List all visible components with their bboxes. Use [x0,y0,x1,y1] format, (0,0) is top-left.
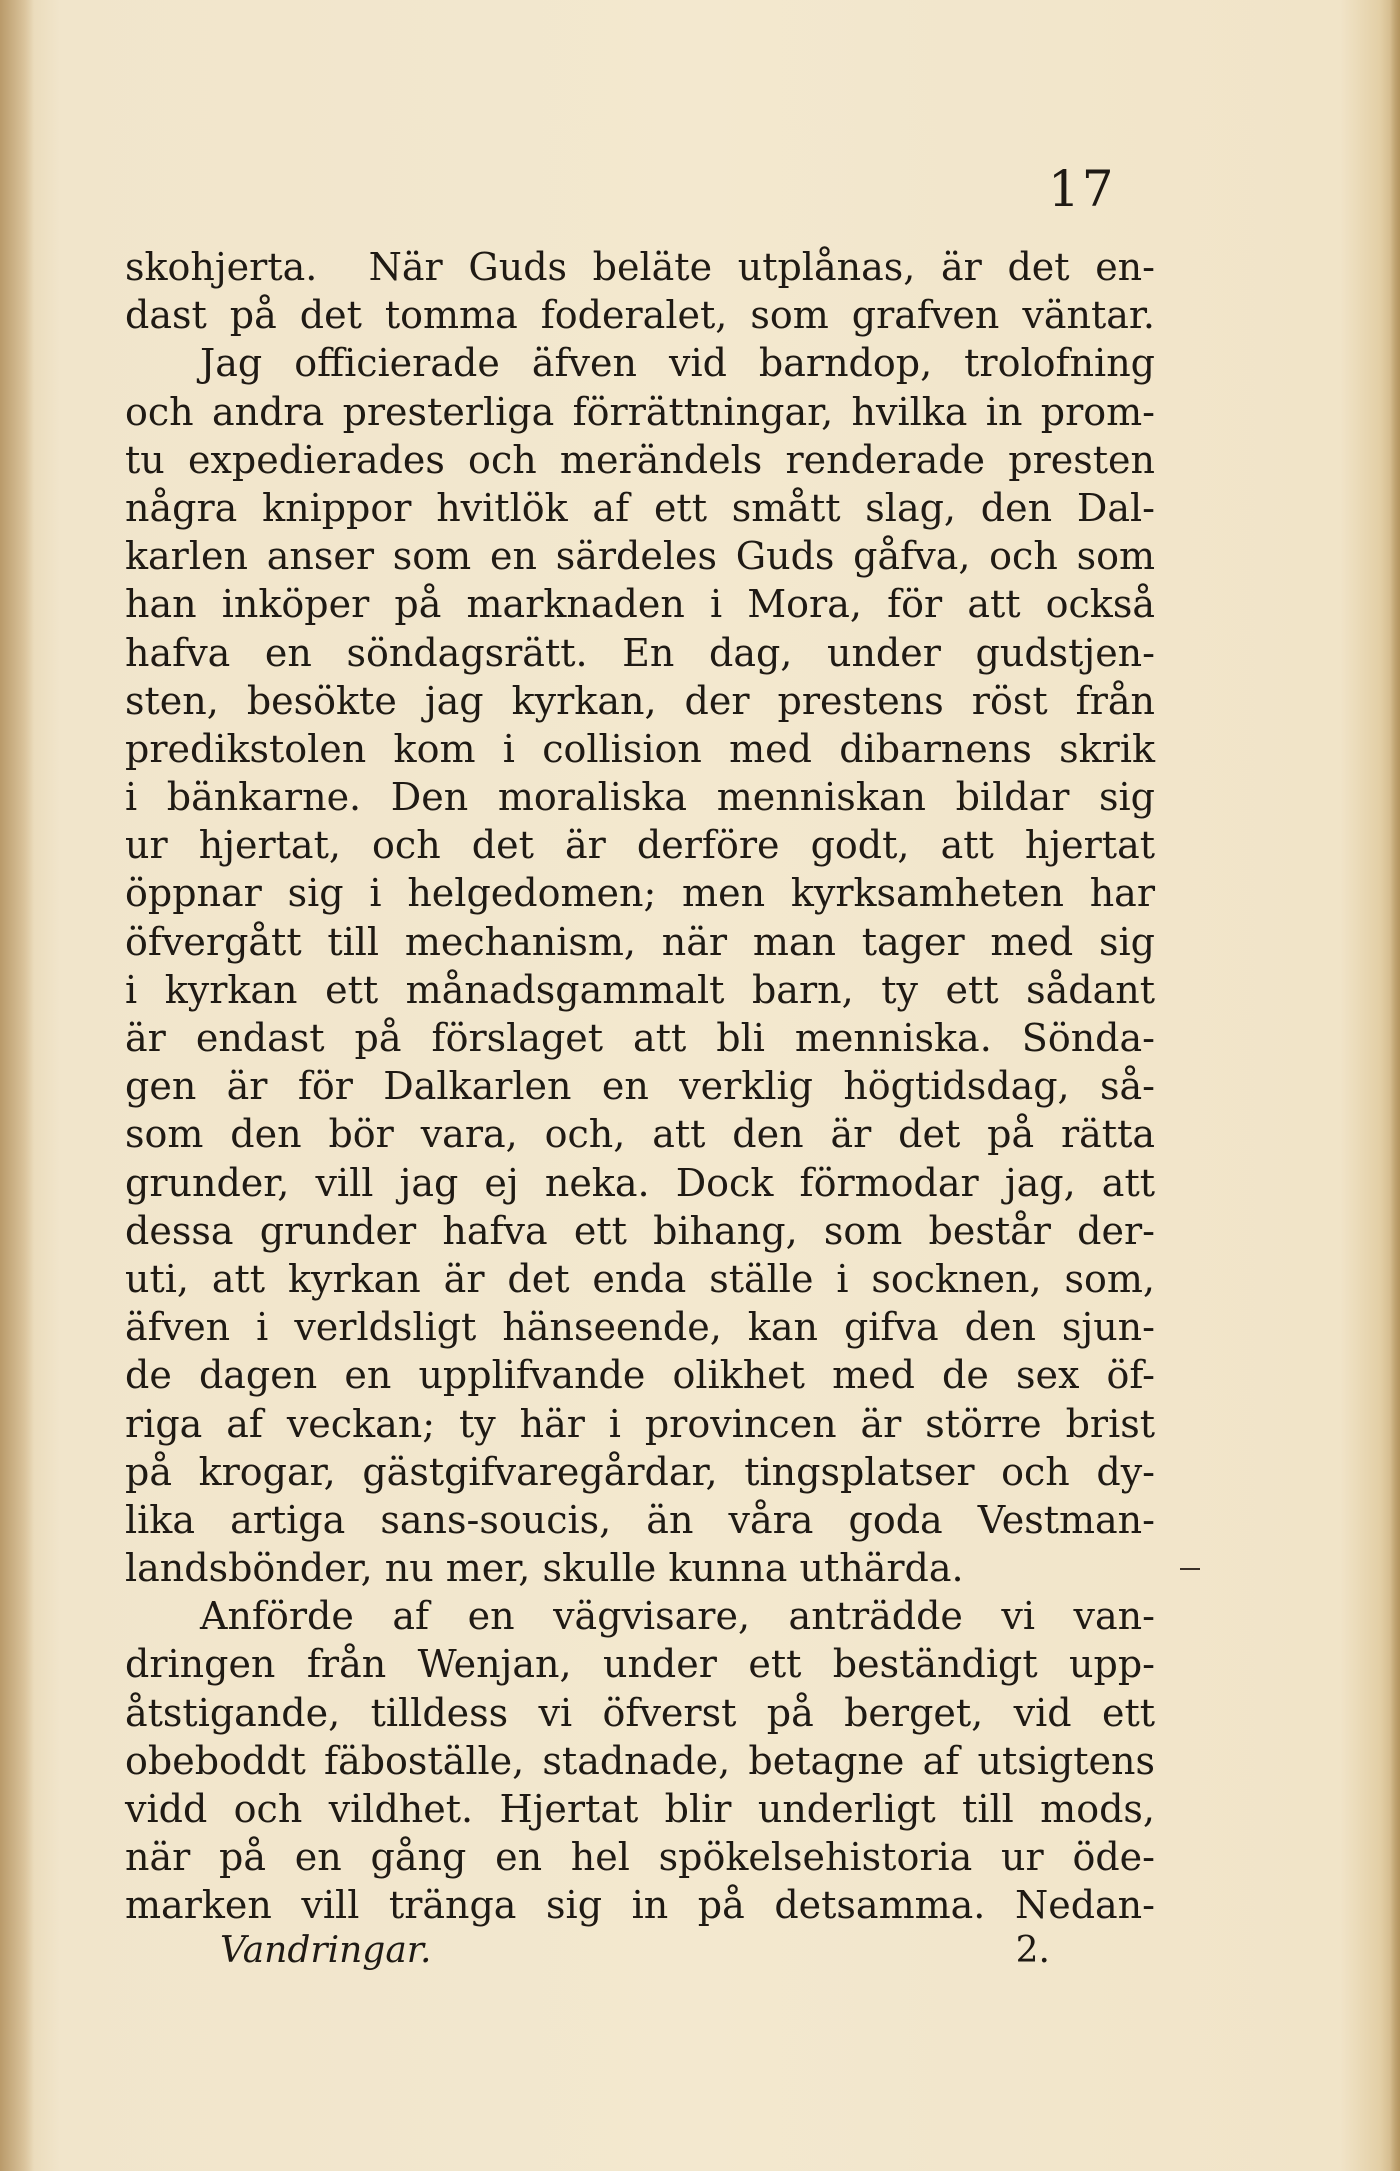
text-line: i kyrkan ett månadsgammalt barn, ty ett sådant [125,967,1155,1012]
text-line: marken vill tränga sig in på detsamma. Nedan- [125,1883,1155,1928]
text-line: vidd och vildhet. Hjertat blir underligt till mods, [125,1787,1155,1831]
text-line: på krogar, gästgifvaregårdar, tingsplatser och dy- [125,1449,1155,1494]
text-line: och andra presterliga förrättningar, hvilka in prom- [125,389,1155,434]
text-line: dessa grunder hafva ett bihang, som består der- [125,1208,1155,1253]
signature-mark: Vandringar. [220,1930,432,1971]
text-line: predikstolen kom i collision med dibarnens skrik [125,726,1155,771]
page-spine-edge [0,0,34,2171]
body-text [125,243,1155,1930]
text-line: lika artiga sans-soucis, än våra goda Vestman- [125,1497,1155,1542]
text-line: karlen anser som en särdeles Guds gåfva, och som [125,534,1155,579]
text-line: han inköper på marknaden i Mora, för att också [125,582,1155,627]
text-line: sten, besökte jag kyrkan, der prestens röst från [125,678,1155,723]
text-line: öfvergått till mechanism, när man tager med sig [125,919,1155,964]
text-line: riga af veckan; ty här i provincen är större brist [125,1401,1155,1446]
text-line: gen är för Dalkarlen en verklig högtidsdag, så- [125,1064,1155,1109]
page-footer [220,1930,1050,1980]
text-line: de dagen en upplifvande olikhet med de sex öf- [125,1353,1155,1398]
page-number: 17 [1048,160,1116,218]
text-line: skohjerta. När Guds beläte utplånas, är det en- [125,245,1155,289]
text-line: dringen från Wenjan, under ett beständigt upp- [125,1642,1155,1687]
text-line: grunder, vill jag ej neka. Dock förmodar jag, att [125,1160,1155,1205]
text-line: hafva en söndagsrätt. En dag, under gudstjen- [125,630,1155,675]
text-line: i bänkarne. Den moraliska menniskan bildar sig [125,775,1155,820]
text-line: landsbönder, nu mer, skulle kunna uthärda. [125,1546,964,1591]
text-line: uti, att kyrkan är det enda ställe i socknen, som, [125,1256,1155,1301]
sheet-number: 2. [1015,1930,1050,1971]
text-line: ur hjertat, och det är derföre godt, att hjertat [125,823,1155,868]
text-line: Jag officierade äfven vid barndop, trolofning [200,341,1155,386]
text-line: dast på det tomma foderalet, som grafven väntar. [125,293,1155,338]
text-line: tu expedierades och merändels renderade presten [125,437,1155,482]
text-line: när på en gång en hel spökelsehistoria ur öde- [125,1835,1155,1880]
text-line: öppnar sig i helgedomen; men kyrksamheten har [125,871,1155,916]
text-line: är endast på förslaget att bli menniska. Sönda- [125,1016,1155,1060]
text-line: Anförde af en vägvisare, anträdde vi van- [200,1594,1155,1639]
text-line: obeboddt fäboställe, stadnade, betagne af utsigtens [125,1738,1155,1783]
margin-mark [1180,1568,1200,1570]
text-line: några knippor hvitlök af ett smått slag, den Dal- [125,485,1155,530]
text-line: äfven i verldsligt hänseende, kan gifva den sjun- [125,1305,1155,1350]
page-right-edge [1390,0,1400,2171]
text-line: åtstigande, tilldess vi öfverst på berget, vid ett [125,1690,1155,1735]
text-line: som den bör vara, och, att den är det på rätta [125,1112,1155,1157]
